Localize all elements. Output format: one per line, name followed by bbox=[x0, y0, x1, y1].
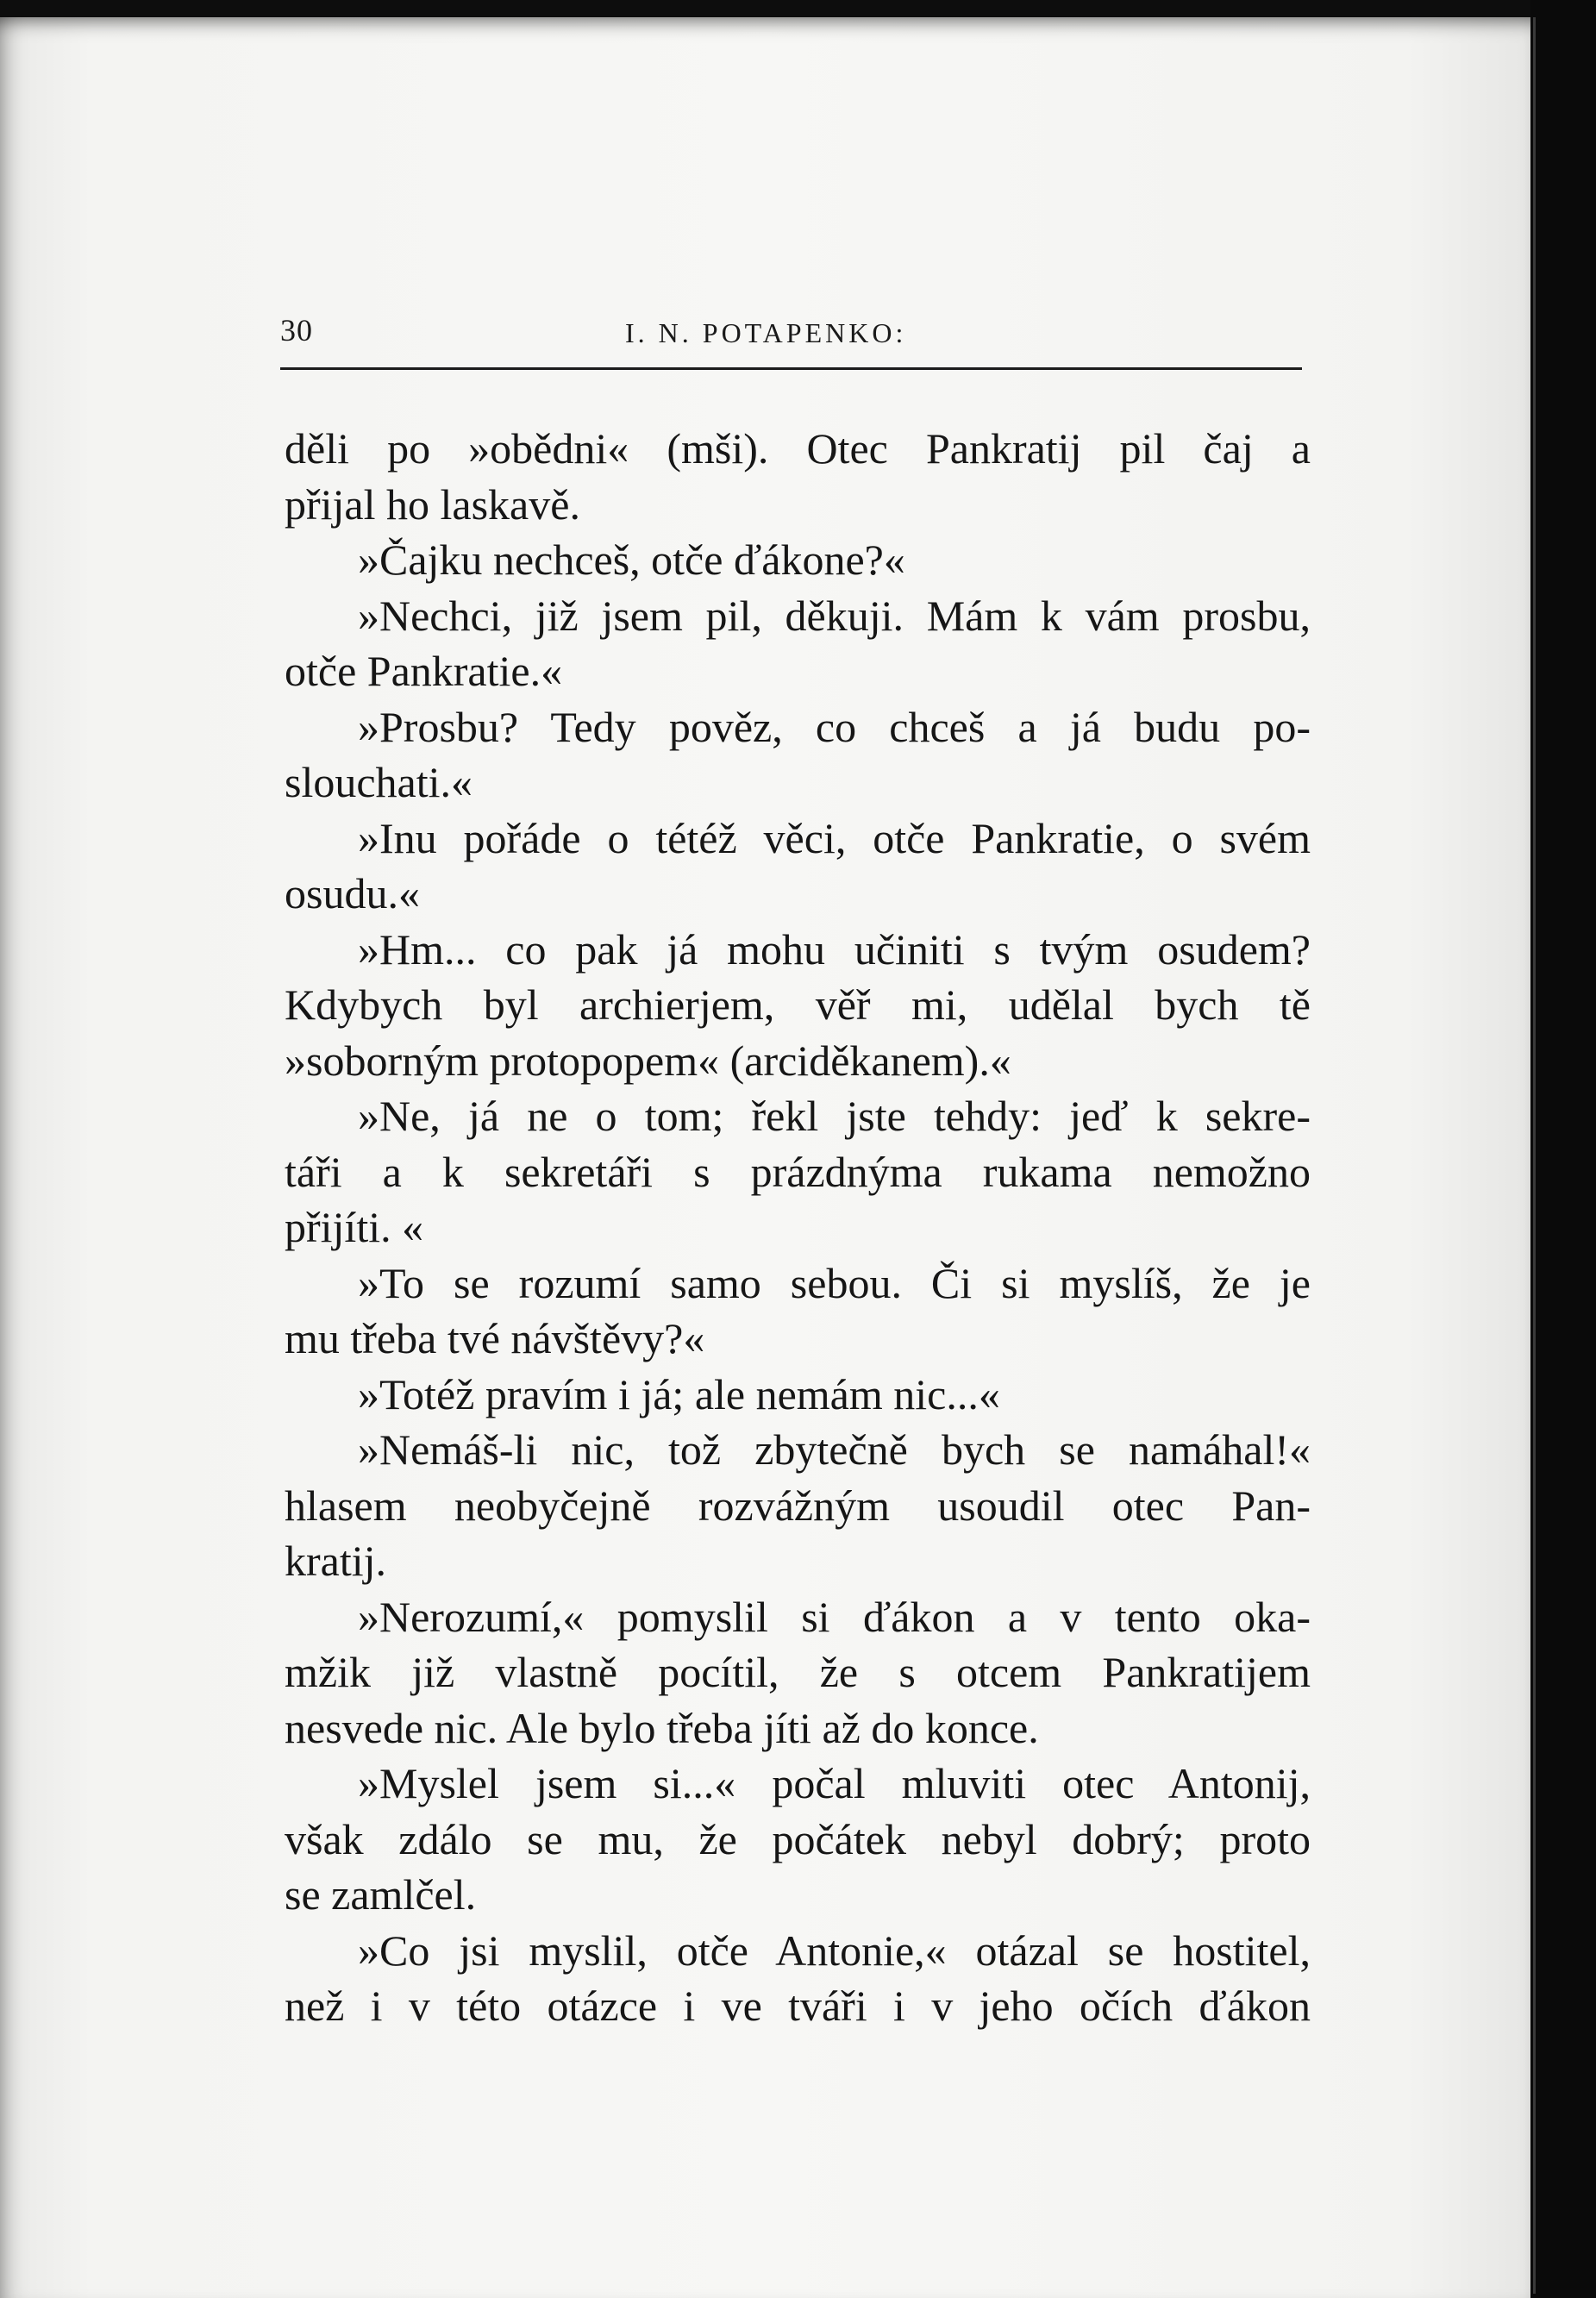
text-line: mžik již vlastně pocítil, že s otcem Pankratijem bbox=[285, 1648, 1311, 1696]
text-line: »Hm... co pak já mohu učiniti s tvým osudem? bbox=[358, 924, 1311, 974]
book-page bbox=[0, 17, 1530, 2298]
text-line: »Totéž pravím i já; ale nemám nic...« bbox=[358, 1369, 1000, 1418]
text-line: táři a k sekretáři s prázdnýma rukama nemožno bbox=[285, 1147, 1311, 1196]
text-line: »Myslel jsem si...« počal mluviti otec Antonij, bbox=[358, 1759, 1311, 1807]
text-line: »To se rozumí samo sebou. Či si myslíš, že je bbox=[358, 1258, 1311, 1307]
text-line: hlasem neobyčejně rozvážným usoudil otec Pan- bbox=[285, 1481, 1311, 1530]
page-edge bbox=[1533, 17, 1536, 2294]
running-title: I. N. POTAPENKO: bbox=[625, 317, 907, 348]
text-line: slouchati.« bbox=[285, 758, 473, 806]
text-line: »Co jsi myslil, otče Antonie,« otázal se hostitel, bbox=[358, 1925, 1311, 1975]
body-text bbox=[285, 421, 1311, 2034]
text-line: »Nerozumí,« pomyslil si ďákon a v tento oka- bbox=[358, 1592, 1311, 1641]
text-line: otče Pankratie.« bbox=[285, 647, 563, 695]
running-header bbox=[280, 302, 1302, 370]
text-line: »Nemáš-li nic, tož zbytečně bych se namáhal!« bbox=[358, 1425, 1311, 1474]
text-line: kratij. bbox=[285, 1537, 387, 1585]
scan-border bbox=[1530, 0, 1596, 2298]
text-line: »Prosbu? Tedy pověz, co chceš a já budu po- bbox=[358, 702, 1311, 751]
text-line: však zdálo se mu, že počátek nebyl dobrý; proto bbox=[285, 1814, 1311, 1863]
text-line: »Čajku nechceš, otče ďákone?« bbox=[358, 535, 905, 584]
text-line: než i v této otázce i ve tváři i v jeho očích ďákon bbox=[285, 1982, 1311, 2030]
text-line: mu třeba tvé návštěvy?« bbox=[285, 1314, 705, 1362]
text-line: Kdybych byl archierjem, věř mi, udělal bych tě bbox=[285, 980, 1311, 1029]
text-line: děli po »obědni« (mši). Otec Pankratij pil čaj a bbox=[285, 424, 1311, 473]
text-line: osudu.« bbox=[285, 869, 420, 917]
text-line: »Ne, já ne o tom; řekl jste tehdy: jeď k sekre- bbox=[358, 1092, 1311, 1140]
text-line: přijíti. « bbox=[285, 1203, 424, 1251]
text-line: »Inu pořáde o tétéž věci, otče Pankratie, o svém bbox=[358, 813, 1311, 862]
page-number: 30 bbox=[280, 313, 313, 348]
text-line: přijal ho laskavě. bbox=[285, 479, 580, 529]
text-line: »soborným protopopem« (arciděkanem).« bbox=[285, 1036, 1011, 1085]
text-line: se zamlčel. bbox=[285, 1870, 477, 1919]
text-line: »Nechci, již jsem pil, děkuji. Mám k vám prosbu, bbox=[358, 591, 1311, 640]
text-line: nesvede nic. Ale bylo třeba jíti až do konce. bbox=[285, 1703, 1039, 1752]
